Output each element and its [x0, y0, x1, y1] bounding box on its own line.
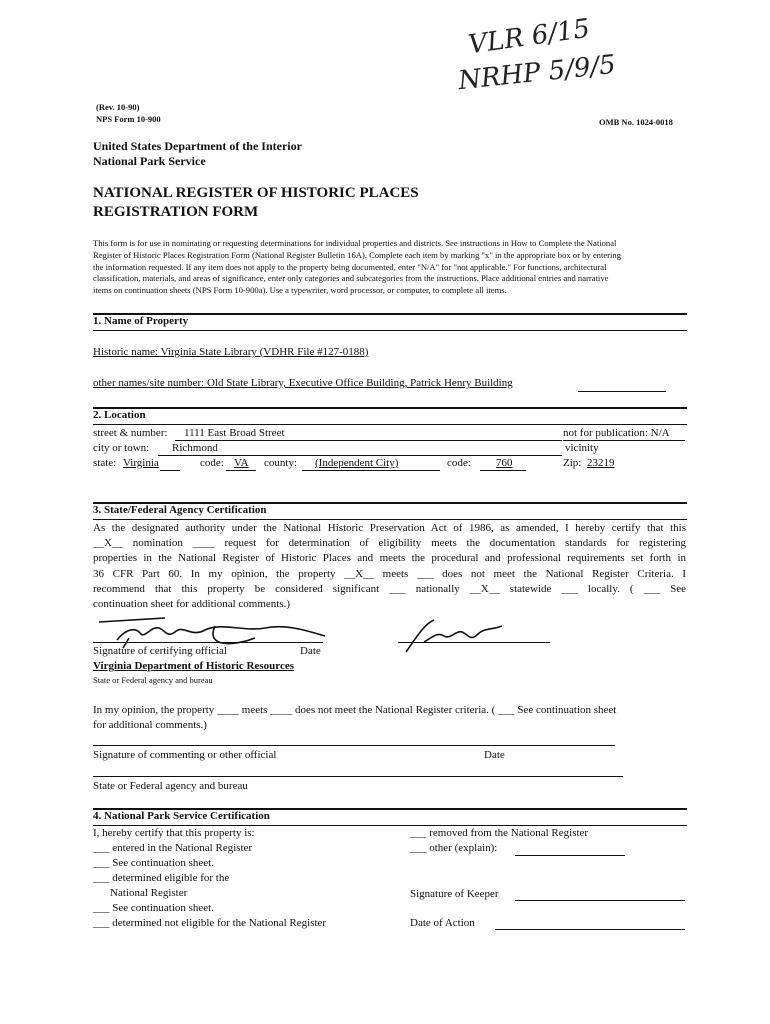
section4-heading: 4. National Park Service Certification: [93, 810, 270, 822]
department: United States Department of the Interior: [93, 139, 302, 153]
nps-option: ___ entered in the National Register: [93, 842, 253, 854]
state-value: Virginia: [123, 457, 159, 469]
cert-line: 36 CFR Part 60. In my opinion, the property __X__ meets ___ does not meet the National Register Criteria. I: [93, 567, 686, 580]
divider: [93, 407, 687, 409]
section1-heading: 1. Name of Property: [93, 315, 189, 327]
nps-option: ___ determined eligible for the: [93, 872, 230, 884]
form-number: NPS Form 10-900: [96, 114, 161, 124]
agency-name: Virginia Department of Historic Resources: [93, 660, 295, 672]
city-line: [158, 455, 562, 456]
keeper-line: [515, 900, 685, 901]
date-signature: [398, 612, 508, 658]
rev-label: (Rev. 10-90): [96, 102, 140, 112]
divider: [93, 825, 687, 826]
cert-line: As the designated authority under the National Historic Preservation Act of 1986, as amended, I hereby certify that this: [93, 522, 686, 534]
code-value: VA: [234, 457, 249, 469]
instruction-line: items on continuation sheets (NPS Form 10-900a). Use a typewriter, word processor, or computer, to complete all items.: [93, 285, 507, 296]
instruction-line: Register of Historic Places Registration Form (National Register Bulletin 16A). Complete each item by marking "x" in the appropriate box or by entering: [93, 249, 622, 260]
keeper-label: Signature of Keeper: [410, 888, 499, 900]
historic-name: Historic name: Virginia State Library (VDHR File #127-0188): [93, 346, 369, 358]
city-value: Richmond: [172, 442, 218, 454]
handwritten-note-2: NRHP 5/9/5: [456, 49, 618, 97]
code-label: code:: [200, 457, 224, 469]
signature-line: [93, 642, 323, 643]
nps-option: ___ See continuation sheet.: [93, 902, 214, 914]
state-label: state:: [93, 457, 117, 469]
divider: [93, 519, 687, 520]
other-option: ___ other (explain):: [410, 842, 498, 854]
certify-text: I, hereby certify that this property is:: [93, 827, 255, 839]
omb-number: OMB No. 1024-0018: [599, 117, 673, 127]
cert-line: __X__ nomination ____ request for determination of eligibility meets the documentation standards for registering: [93, 537, 686, 550]
zip-value: 23219: [587, 457, 615, 469]
street-value: 1111 East Broad Street: [184, 427, 285, 439]
blank-line: [302, 470, 440, 471]
street-label: street & number:: [93, 427, 168, 439]
cert-line: recommend that this property be considered significant ___ nationally __X__ statewide ___ locally. ( ___ See: [93, 582, 686, 595]
section3-heading: 3. State/Federal Agency Certification: [93, 504, 267, 516]
county-code-value: 760: [496, 457, 513, 469]
county-code-label: code:: [447, 457, 471, 469]
date-label: Date: [300, 645, 321, 657]
service: National Park Service: [93, 154, 206, 168]
form-title-1: NATIONAL REGISTER OF HISTORIC PLACES: [93, 185, 419, 201]
agency-label: State or Federal agency and bureau: [93, 675, 213, 685]
agency2-label: State or Federal agency and bureau: [93, 780, 248, 792]
street-line: [175, 440, 562, 441]
instruction-line: the information requested. If any item does not apply to the property being documented, enter "N/A" for "not applicable." For functions, architectural: [93, 261, 607, 272]
divider: [93, 330, 687, 331]
county-label: county:: [264, 457, 297, 469]
nps-option: ___ determined not eligible for the National Register: [93, 917, 327, 929]
blank-line: [480, 470, 526, 471]
nps-option: ___ See continuation sheet.: [93, 857, 214, 869]
explain-line: [515, 855, 625, 856]
cert-line: properties in the National Register of Historic Places and meets the procedural and professional requirements set forth in: [93, 552, 686, 565]
section2-heading: 2. Location: [93, 409, 146, 421]
county-value: (Independent City): [315, 457, 399, 469]
removed-option: ___ removed from the National Register: [410, 827, 589, 839]
cert-line: continuation sheet for additional comments.): [93, 598, 291, 611]
blank-line: [578, 391, 666, 392]
form-title-2: REGISTRATION FORM: [93, 204, 259, 220]
divider: [93, 424, 687, 425]
opinion-line-2: for additional comments.): [93, 719, 207, 731]
action-label: Date of Action: [410, 917, 475, 929]
opinion-line-1: In my opinion, the property ____ meets ____ does not meet the National Register criteria. ( ___ See continuation sheet: [93, 704, 617, 716]
zip-label: Zip:: [563, 457, 582, 469]
certification-paragraph: [93, 521, 686, 612]
blank-line: [226, 470, 256, 471]
handwritten-note-1: VLR 6/15: [466, 13, 592, 61]
date-line: [398, 642, 550, 643]
other-names: other names/site number: Old State Library, Executive Office Building, Patrick Henry Building: [93, 377, 513, 389]
vicinity: vicinity: [565, 442, 599, 454]
signature2-label: Signature of commenting or other official: [93, 749, 277, 761]
signature-label: Signature of certifying official: [93, 645, 227, 657]
not-for-publication: not for publication: N/A: [563, 427, 670, 439]
city-label: city or town:: [93, 442, 150, 454]
instruction-line: This form is for use in nominating or requesting determinations for individual properties and districts. See instructions in How to Complete the National: [93, 238, 617, 248]
date2-label: Date: [484, 749, 505, 761]
instruction-line: classification, materials, and areas of significance, enter only categories and subcategories from the instructions. Place additional entries and narrative: [93, 273, 609, 284]
instructions: [93, 238, 686, 297]
blank-line: [160, 470, 180, 471]
signature-line: [93, 745, 615, 746]
action-line: [495, 929, 685, 930]
nps-option: National Register: [110, 887, 188, 899]
underline: [563, 440, 685, 441]
agency-line: [93, 776, 623, 777]
